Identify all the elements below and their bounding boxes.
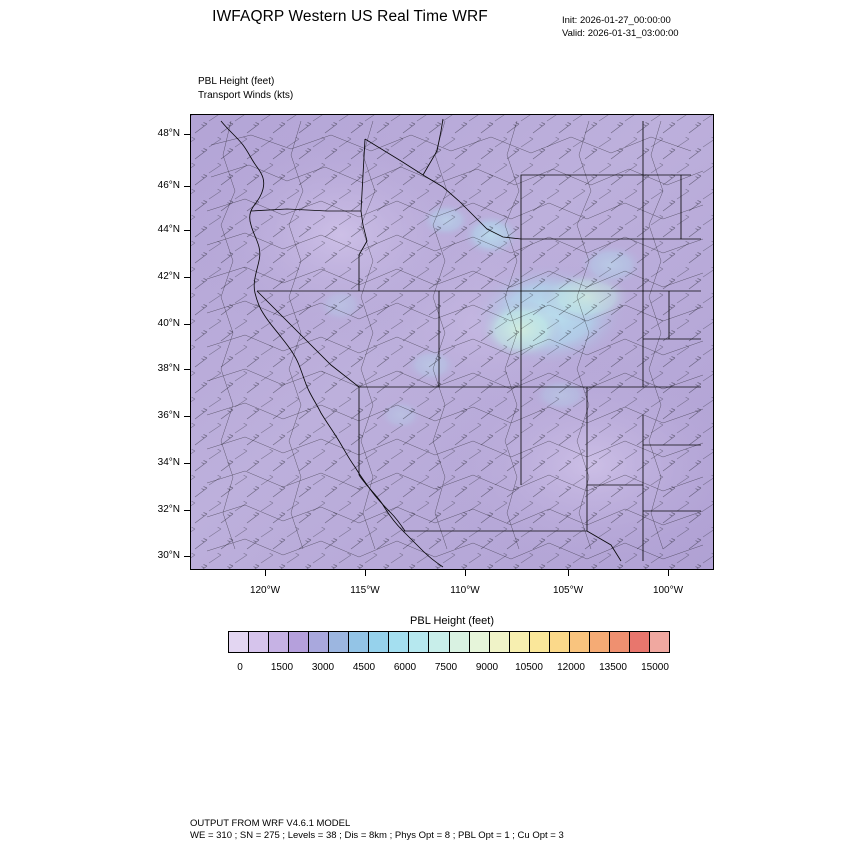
colorbar-swatch-1 [249, 632, 269, 652]
colorbar-tick-4500: 4500 [352, 662, 376, 673]
footer-model-line: OUTPUT FROM WRF V4.6.1 MODEL [190, 818, 351, 829]
colorbar-swatch-20 [630, 632, 650, 652]
lat-label-30: 30°N [157, 550, 180, 561]
colorbar-swatch-13 [490, 632, 510, 652]
colorbar-tick-15000: 15000 [641, 662, 669, 673]
colorbar-swatch-9 [409, 632, 429, 652]
colorbar-swatch-18 [590, 632, 610, 652]
valid-time-label: Valid: 2026-01-31_03:00:00 [562, 28, 679, 39]
lat-label-40: 40°N [157, 318, 180, 329]
lon-tick-100 [668, 570, 669, 576]
colorbar-swatch-11 [450, 632, 470, 652]
lat-label-38: 38°N [157, 363, 180, 374]
lat-label-32: 32°N [157, 504, 180, 515]
lon-label-110: 110°W [450, 585, 480, 596]
lat-tick-30 [184, 556, 190, 557]
colorbar-swatch-21 [650, 632, 669, 652]
colorbar-swatch-3 [289, 632, 309, 652]
colorbar-swatch-7 [369, 632, 389, 652]
colorbar-swatch-19 [610, 632, 630, 652]
colorbar-swatch-17 [570, 632, 590, 652]
colorbar-swatch-2 [269, 632, 289, 652]
lat-tick-40 [184, 324, 190, 325]
lat-label-42: 42°N [157, 271, 180, 282]
colorbar-swatch-10 [429, 632, 449, 652]
colorbar-tick-12000: 12000 [557, 662, 585, 673]
wind-barbs-layer-2 [191, 115, 713, 569]
colorbar-tick-1500: 1500 [270, 662, 294, 673]
lat-label-48: 48°N [157, 128, 180, 139]
colorbar-swatch-8 [389, 632, 409, 652]
colorbar-swatch-5 [329, 632, 349, 652]
lat-label-44: 44°N [157, 224, 180, 235]
lon-label-105: 105°W [552, 585, 584, 596]
lat-label-46: 46°N [157, 180, 180, 191]
lon-tick-105 [568, 570, 569, 576]
page-title: IWFAQRP Western US Real Time WRF [212, 8, 488, 25]
colorbar-tick-6000: 6000 [393, 662, 417, 673]
lat-label-36: 36°N [157, 410, 180, 421]
lon-tick-115 [365, 570, 366, 576]
colorbar-swatch-15 [530, 632, 550, 652]
winds-label: Transport Winds (kts) [198, 90, 294, 101]
colorbar-tick-3000: 3000 [311, 662, 335, 673]
colorbar-swatch-14 [510, 632, 530, 652]
colorbar-tick-10500: 10500 [515, 662, 543, 673]
lat-tick-48 [184, 134, 190, 135]
colorbar-swatch-12 [470, 632, 490, 652]
lat-tick-34 [184, 463, 190, 464]
lon-tick-120 [265, 570, 266, 576]
init-time-label: Init: 2026-01-27_00:00:00 [562, 15, 671, 26]
colorbar-tick-7500: 7500 [434, 662, 458, 673]
lon-label-100: 100°W [652, 585, 684, 596]
colorbar-swatch-16 [550, 632, 570, 652]
map-plot-area [190, 114, 714, 570]
map-canvas [191, 115, 713, 569]
colorbar-title: PBL Height (feet) [410, 615, 494, 627]
colorbar-swatch-6 [349, 632, 369, 652]
colorbar-tick-9000: 9000 [475, 662, 499, 673]
lat-tick-42 [184, 277, 190, 278]
colorbar-swatch-0 [229, 632, 249, 652]
colorbar-tick-0: 0 [237, 662, 243, 673]
colorbar [228, 631, 670, 653]
lat-tick-32 [184, 510, 190, 511]
lat-tick-44 [184, 230, 190, 231]
lon-label-115: 115°W [350, 585, 380, 596]
lon-label-120: 120°W [249, 585, 281, 596]
field-label: PBL Height (feet) [198, 76, 275, 87]
lat-tick-36 [184, 416, 190, 417]
lat-label-34: 34°N [157, 457, 180, 468]
footer-config-line: WE = 310 ; SN = 275 ; Levels = 38 ; Dis = 8km ; Phys Opt = 8 ; PBL Opt = 1 ; Cu Opt = 3 [190, 830, 564, 841]
lat-tick-46 [184, 186, 190, 187]
lon-tick-110 [465, 570, 466, 576]
lat-tick-38 [184, 369, 190, 370]
colorbar-swatch-4 [309, 632, 329, 652]
colorbar-tick-13500: 13500 [599, 662, 627, 673]
